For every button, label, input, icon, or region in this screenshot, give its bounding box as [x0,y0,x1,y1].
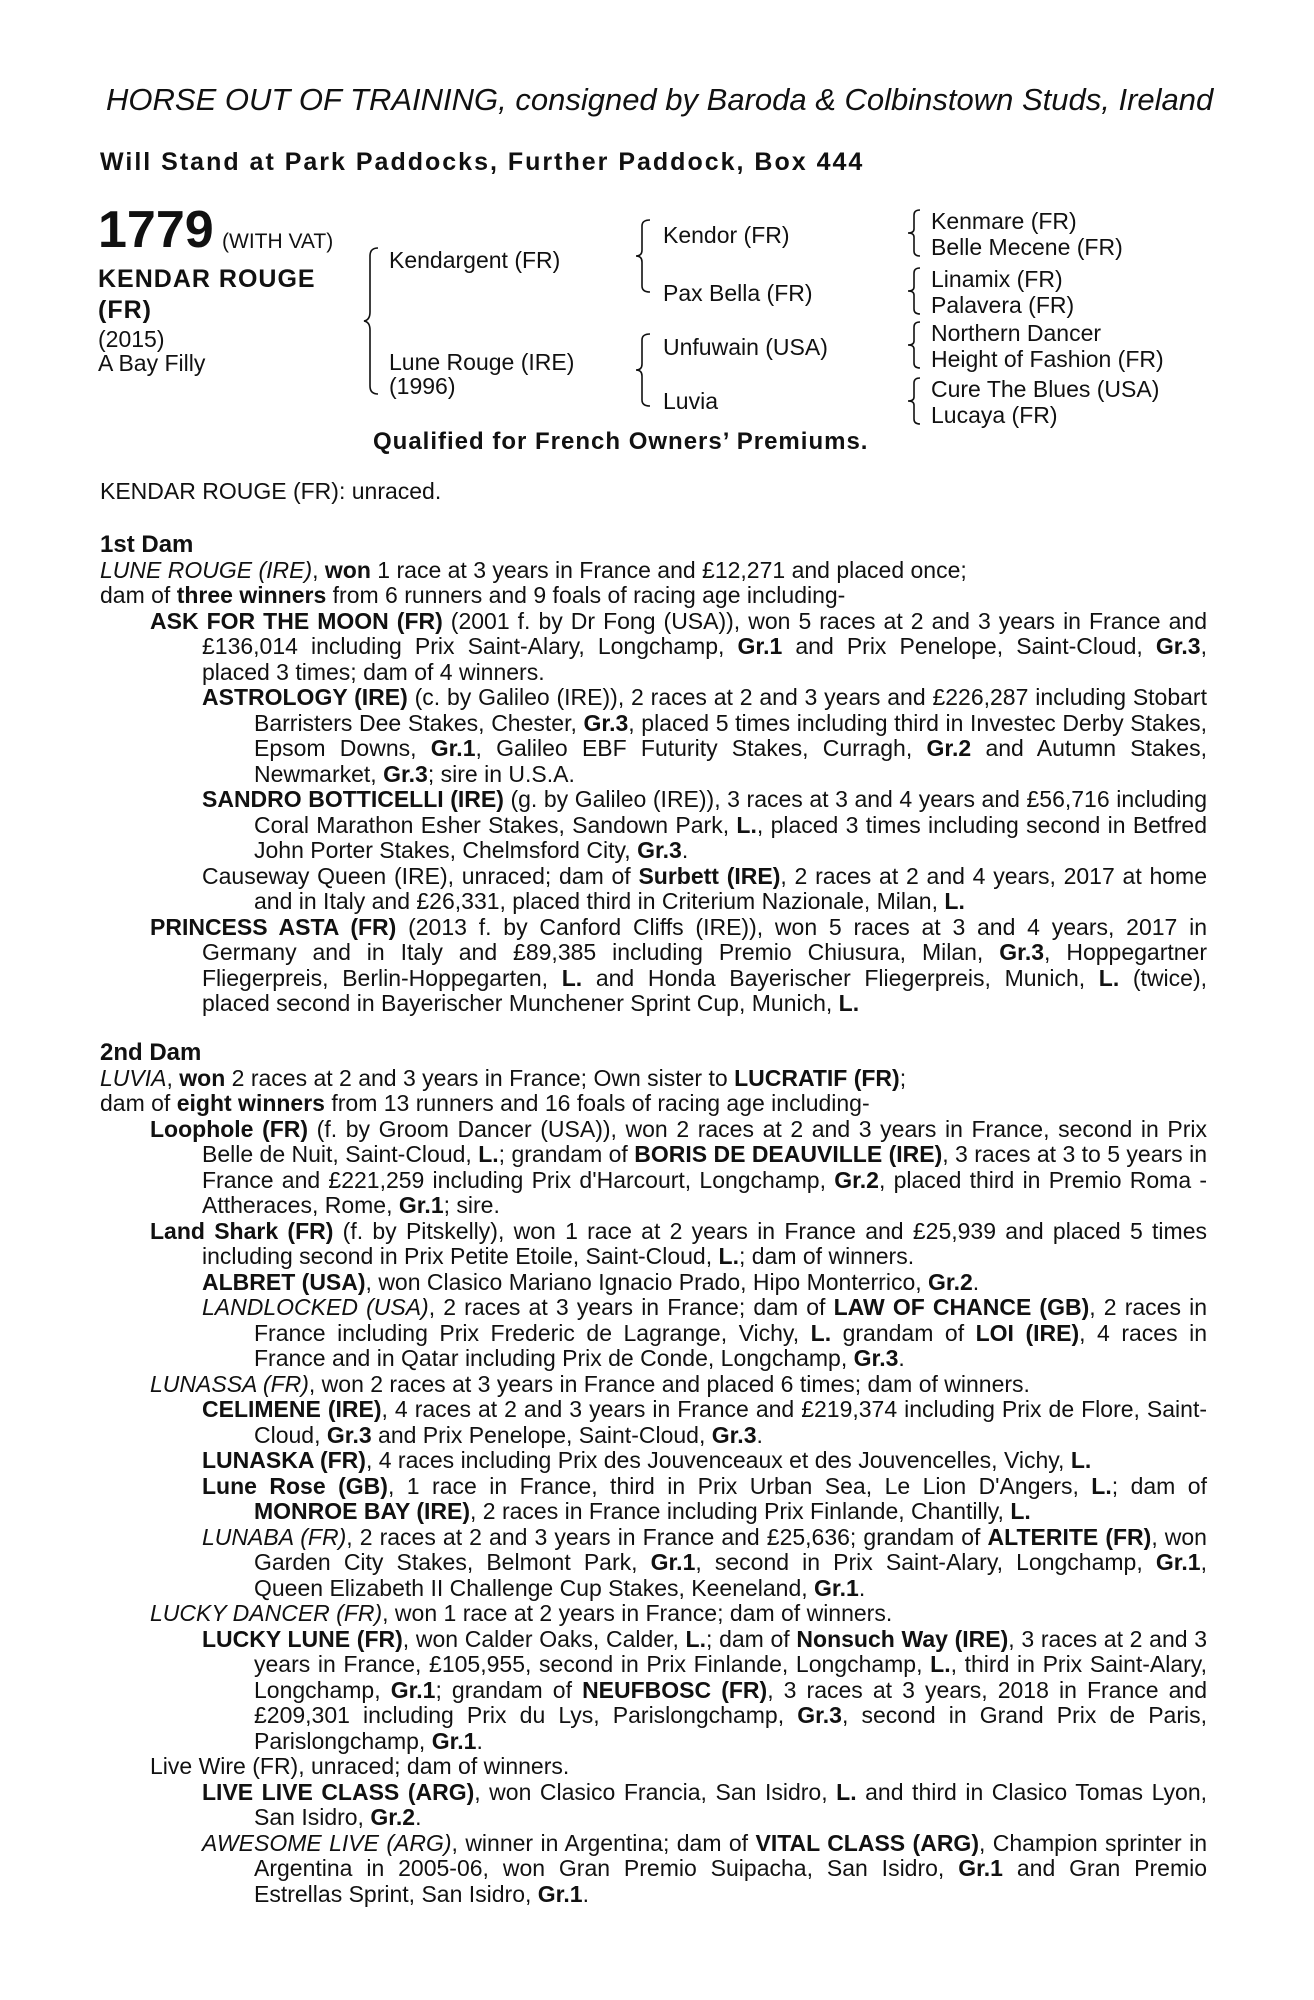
pedigree-brace-sd [908,266,922,316]
consignment-header: HORSE OUT OF TRAINING, consigned by Baroda & Colbinstown Studs, Ireland [106,82,1214,117]
produce-entry: LUNASKA (FR), 4 races including Prix des Jouvenceaux et des Jouvencelles, Vichy, L. [202,1447,1092,1473]
produce-entry: ASK FOR THE MOON (FR) (2001 f. by Dr Fong (USA)), won 5 races at 2 and 3 years in France and £136,014 including Prix Saint-Alary, Longchamp, Gr.1 and Prix Penelope, Saint-Cloud, Gr.3, placed 3 times; dam of 4 winners. [150,607,1207,685]
produce-entry: LUNASSA (FR), won 2 races at 3 years in France and placed 6 times; dam of winners. [150,1370,1030,1397]
pedigree-dam: Lune Rouge (IRE) [389,349,575,375]
horse-description: A Bay Filly [98,350,206,376]
produce-entry: Live Wire (FR), unraced; dam of winners. [150,1753,570,1779]
produce-entry: Causeway Queen (IRE), unraced; dam of Surbett (IRE), 2 races at 2 and 4 years, 2017 at home and in Italy and £26,331, placed third in Criterium Nazionale, Milan, L. [202,862,1207,914]
produce-entry: LUCKY LUNE (FR), won Calder Oaks, Calder, L.; dam of Nonsuch Way (IRE), 3 races at 2 and 3 years in France, £105,955, second in Prix Finlande, Longchamp, L., third in Prix Saint-Alary, Longchamp, Gr.1; grandam of NEUFBOSC (FR), 3 races at 3 years, 2018 in France and £209,301 including Prix du Lys, Parislongchamp, Gr.3, second in Grand Prix de Paris, Parislongchamp, Gr.1. [202,1625,1208,1754]
produce-entry: LANDLOCKED (USA), 2 races at 3 years in France; dam of LAW OF CHANCE (GB), 2 races in France including Prix Frederic de Lagrange, Vichy, L. grandam of LOI (IRE), 4 races in France and in Qatar including Prix de Conde, Longchamp, Gr.3. [202,1294,1208,1371]
pedigree-ss-sire: Kenmare (FR) [931,208,1077,234]
pedigree-sd-sire: Linamix (FR) [931,266,1063,292]
produce-entry: LUNABA (FR), 2 races at 2 and 3 years in France and £25,636; grandam of ALTERITE (FR), won Garden City Stakes, Belmont Park, Gr.1, second in Prix Saint-Alary, Longchamp, Gr.1, Queen Elizabeth II Challenge Cup Stakes, Keeneland, Gr.1. [202,1523,1207,1601]
produce-entry: Loophole (FR) (f. by Groom Dancer (USA)), won 2 races at 2 and 3 years in France, second in Prix Belle de Nuit, Saint-Cloud, L.; grandam of BORIS DE DEAUVILLE (IRE), 3 races at 3 to 5 years in France and £221,259 including Prix d'Harcourt, Longchamp, Gr.2, placed third in Premio Roma - Attheraces, Rome, Gr.1; sire. [150,1115,1208,1218]
produce-entry: LIVE LIVE CLASS (ARG), won Clasico Francia, San Isidro, L. and third in Clasico Tomas Lyon, San Isidro, Gr.2. [202,1778,1208,1830]
horse-year: (2015) [98,326,165,352]
produce-entry: AWESOME LIVE (ARG), winner in Argentina; dam of VITAL CLASS (ARG), Champion sprinter in Argentina in 2005-06, won Gran Premio Suipacha, San Isidro, Gr.1 and Gran Premio Estrellas Sprint, San Isidro, Gr.1. [202,1829,1208,1907]
second-dam-heading: 2nd Dam [100,1039,202,1066]
pedigree-brace-ds [908,320,922,370]
stand-location: Will Stand at Park Paddocks, Further Paddock, Box 444 [100,148,865,176]
produce-entry: CELIMENE (IRE), 4 races at 2 and 3 years in France and £219,374 including Prix de Flore, Saint-Cloud, Gr.3 and Prix Penelope, Saint-Cloud, Gr.3. [202,1396,1208,1448]
pedigree-ds-sire: Northern Dancer [931,320,1102,346]
second-dam-record: LUVIA, won 2 races at 2 and 3 years in France; Own sister to LUCRATIF (FR); [100,1064,907,1091]
pedigree-brace-sire [636,218,656,294]
pedigree-dd-dam: Lucaya (FR) [931,402,1058,428]
pedigree-sire: Kendargent (FR) [389,247,561,273]
pedigree-ds-dam: Height of Fashion (FR) [931,346,1164,372]
first-dam-record: LUNE ROUGE (IRE), won 1 race at 3 years in France and £12,271 and placed once; [100,556,967,583]
produce-entry: LUCKY DANCER (FR), won 1 race at 2 years in France; dam of winners. [150,1600,893,1626]
race-summary: KENDAR ROUGE (FR): unraced. [100,478,442,504]
first-dam-produce: dam of three winners from 6 runners and 9 foals of racing age including- [100,582,846,608]
produce-entry: SANDRO BOTTICELLI (IRE) (g. by Galileo (IRE)), 3 races at 3 and 4 years and £56,716 including Coral Marathon Esher Stakes, Sandown Park, L., placed 3 times including second in Betfred John Porter Stakes, Chelmsford City, Gr.3. [202,786,1207,863]
produce-entry: PRINCESS ASTA (FR) (2013 f. by Canford Cliffs (IRE)), won 5 races at 3 and 4 years, 2017 in Germany and in Italy and £89,385 including Premio Chiusura, Milan, Gr.3, Hoppegartner Fliegerpreis, Berlin-Hoppegarten, L. and Honda Bayerischer Fliegerpreis, Munich, L. (twice), placed second in Bayerischer Munchener Sprint Cup, Munich, L. [150,913,1208,1016]
first-dam-section [100,532,1207,1017]
premiums-note: Qualified for French Owners’ Premiums. [373,428,869,455]
pedigree-sire-dam: Pax Bella (FR) [663,280,813,306]
horse-name-line1: KENDAR ROUGE [98,265,316,293]
pedigree-dd-sire: Cure The Blues (USA) [931,376,1160,402]
pedigree-dam-dam: Luvia [663,388,718,414]
lot-number: 1779 [98,201,214,259]
pedigree-brace-dam [636,332,656,408]
pedigree-sire-sire: Kendor (FR) [663,222,790,248]
produce-entry: ALBRET (USA), won Clasico Mariano Ignacio Prado, Hipo Monterrico, Gr.2. [202,1268,980,1295]
pedigree-dam-year: (1996) [389,373,456,399]
pedigree-ss-dam: Belle Mecene (FR) [931,234,1123,260]
second-dam-section [100,1040,1207,1907]
first-dam-heading: 1st Dam [100,531,194,558]
pedigree-dam-sire: Unfuwain (USA) [663,334,828,360]
second-dam-produce: dam of eight winners from 13 runners and 16 foals of racing age including- [100,1090,870,1116]
lot-vat-note: (WITH VAT) [222,230,334,253]
pedigree-brace-ss [908,208,922,258]
produce-entry: Lune Rose (GB), 1 race in France, third in Prix Urban Sea, Le Lion D'Angers, L.; dam of MONROE BAY (IRE), 2 races in France including Prix Finlande, Chantilly, L. [202,1472,1207,1524]
pedigree-brace-main [364,246,384,396]
produce-entry: ASTROLOGY (IRE) (c. by Galileo (IRE)), 2 races at 2 and 3 years and £226,287 including Stobart Barristers Dee Stakes, Chester, Gr.3, placed 5 times including third in Investec Derby Stakes, Epsom Downs, Gr.1, Galileo EBF Futurity Stakes, Curragh, Gr.2 and Autumn Stakes, Newmarket, Gr.3; sire in U.S.A. [202,684,1208,787]
horse-name-line2: (FR) [98,296,152,324]
produce-entry: Land Shark (FR) (f. by Pitskelly), won 1 race at 2 years in France and £25,939 and placed 5 times including second in Prix Petite Etoile, Saint-Cloud, L.; dam of winners. [150,1217,1207,1269]
pedigree-sd-dam: Palavera (FR) [931,292,1075,318]
horse-name [98,264,316,326]
pedigree-brace-dd [908,376,922,426]
